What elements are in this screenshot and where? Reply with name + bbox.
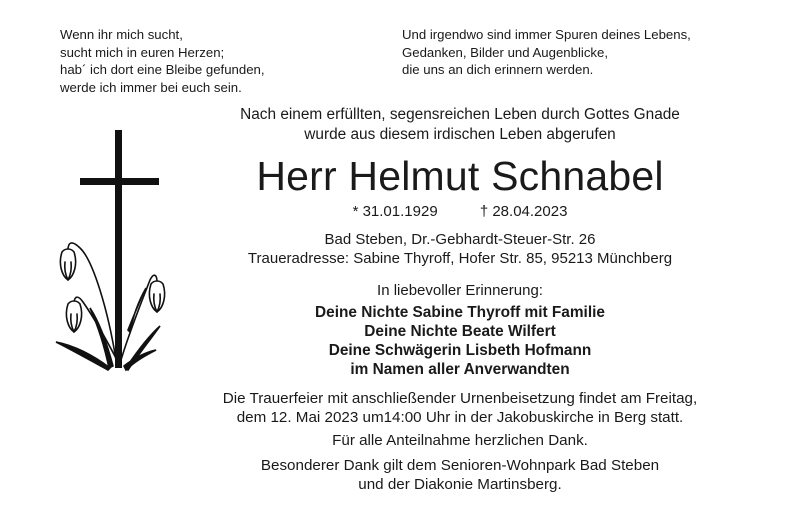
verse-right-line: Und irgendwo sind immer Spuren deines Lebens, bbox=[402, 27, 691, 42]
special-thanks-line: Besonderer Dank gilt dem Senioren-Wohnpark Bad Steben bbox=[260, 457, 660, 474]
death-date: † 28.04.2023 bbox=[479, 203, 568, 220]
deceased-name: Herr Helmut Schnabel bbox=[256, 153, 664, 199]
ceremony-line: dem 12. Mai 2023 um14:00 Uhr in der Jakobuskirche in Berg statt. bbox=[236, 409, 684, 426]
verse-right bbox=[402, 26, 691, 79]
ceremony-line: Die Trauerfeier mit anschließender Urnenbeisetzung findet am Freitag, bbox=[222, 390, 698, 407]
cross-icon bbox=[80, 130, 159, 368]
verse-left-line: werde ich immer bei euch sein. bbox=[60, 79, 242, 95]
verse-right-line: Gedanken, Bilder und Augenblicke, bbox=[402, 44, 609, 60]
mourner-line: Deine Nichte Sabine Thyroff mit Familie bbox=[315, 304, 605, 321]
verse-left-line: Wenn ihr mich sucht, bbox=[60, 27, 183, 42]
life-dates bbox=[160, 202, 760, 222]
verse-left bbox=[60, 26, 265, 96]
memory-label: In liebevoller Erinnerung: bbox=[377, 282, 543, 299]
mourner-line: im Namen aller Anverwandten bbox=[350, 361, 570, 378]
cross-with-snowdrops-icon bbox=[38, 130, 173, 380]
birth-date: * 31.01.1929 bbox=[352, 203, 438, 220]
verse-right-line: die uns an dich erinnern werden. bbox=[402, 62, 594, 78]
ceremony-info bbox=[160, 389, 760, 427]
special-thanks bbox=[160, 456, 760, 494]
address-block bbox=[160, 230, 760, 268]
intro-line: Nach einem erfüllten, segensreichen Leben durch Gottes Gnade bbox=[240, 106, 680, 123]
special-thanks-line: und der Diakonie Martinsberg. bbox=[358, 476, 562, 493]
verse-left-line: hab´ ich dort eine Bleibe gefunden, bbox=[60, 62, 265, 78]
mourner-line: Deine Nichte Beate Wilfert bbox=[364, 323, 556, 340]
snowdrop-flowers-icon bbox=[56, 243, 165, 370]
intro-text bbox=[160, 105, 760, 145]
mourning-address: Traueradresse: Sabine Thyroff, Hofer Str. 85, 95213 Münchberg bbox=[247, 250, 673, 267]
thanks-text: Für alle Anteilnahme herzlichen Dank. bbox=[332, 432, 588, 449]
mourner-line: Deine Schwägerin Lisbeth Hofmann bbox=[328, 342, 592, 359]
intro-line: wurde aus diesem irdischen Leben abgerufen bbox=[304, 126, 616, 143]
residence-address: Bad Steben, Dr.-Gebhardt-Steuer-Str. 26 bbox=[324, 231, 596, 248]
mourners-list bbox=[160, 303, 760, 379]
verse-left-line: sucht mich in euren Herzen; bbox=[60, 44, 225, 60]
